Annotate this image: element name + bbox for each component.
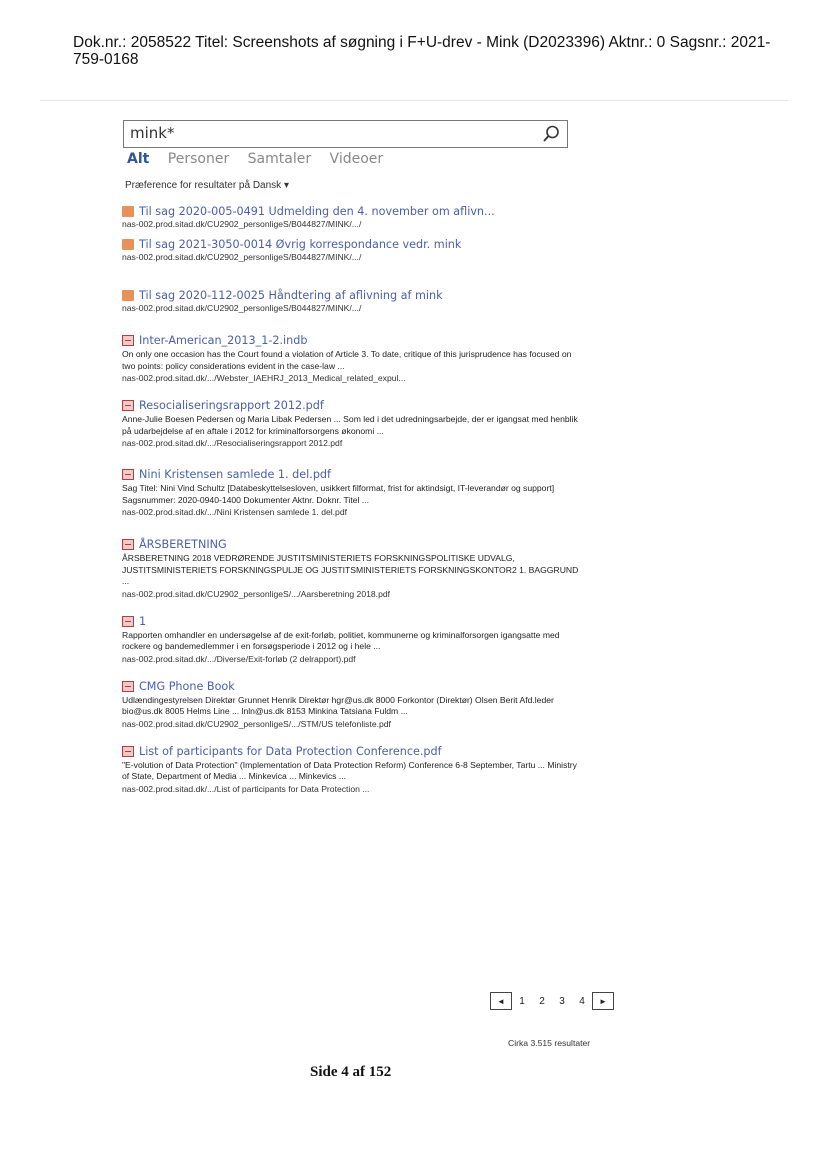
search-result-item [122,745,582,794]
result-title-link[interactable] [122,334,582,347]
result-title-link[interactable] [122,538,582,551]
result-url[interactable]: nas-002.prod.sitad.dk/.../List of participants for Data Protection ... [122,783,370,794]
search-result-item [122,205,582,229]
search-result-item [122,468,582,517]
pdf-icon [122,400,134,411]
result-title-link[interactable] [122,289,582,302]
result-url[interactable]: nas-002.prod.sitad.dk/.../Resocialiseringsrapport 2012.pdf [122,438,343,448]
result-title-link[interactable] [122,238,582,251]
pdf-icon [122,746,134,757]
search-result-item [122,615,582,664]
result-title-link[interactable] [122,680,582,693]
result-title-text: Til sag 2020-112-0025 Håndtering af aflivning af mink [139,289,443,302]
result-url[interactable]: nas-002.prod.sitad.dk/CU2902_personligeS/B044827/MINK/.../ [122,252,362,262]
result-title-text: Resocialiseringsrapport 2012.pdf [139,399,324,412]
result-url[interactable]: nas-002.prod.sitad.dk/CU2902_personligeS/.../STM/US telefonliste.pdf [122,718,391,729]
result-title-text: Til sag 2021-3050-0014 Øvrig korrespondance vedr. mink [139,238,462,251]
result-title-text: Inter-American_2013_1-2.indb [139,334,308,347]
result-count: Cirka 3.515 resultater [508,1038,591,1048]
result-title-text: List of participants for Data Protection Conference.pdf [139,744,442,758]
previous-page-button[interactable]: ◄ [490,992,512,1010]
result-url[interactable]: nas-002.prod.sitad.dk/CU2902_personligeS/B044827/MINK/.../ [122,219,362,229]
folder-icon [122,239,134,250]
pdf-icon [122,681,134,692]
search-tabs [127,151,397,167]
result-url[interactable]: nas-002.prod.sitad.dk/.../Nini Kristensen samlede 1. del.pdf [122,507,347,517]
search-input[interactable] [130,124,530,142]
result-title-text: ÅRSBERETNING [139,538,227,551]
pagination [490,992,614,1010]
page-link-4[interactable]: 4 [579,995,585,1007]
tab-alt[interactable]: Alt [127,151,150,167]
result-snippet: Rapporten omhandler en undersøgelse af de exit-forløb, politiet, kommunerne og kriminalforsorgen igangsatte med rockere og bandemedlemmer i en forsøgsperiode i 2012 og i hele ... [122,629,560,651]
language-preference-dropdown[interactable]: Præference for resultater på Dansk ▾ [125,180,289,191]
result-title-link[interactable] [122,468,582,481]
result-snippet: On only one occasion has the Court found a violation of Article 3. To date, critique of this jurisprudence has focused on two points: policy considerations evident in the case-law ... [122,349,572,371]
search-results [122,205,582,794]
result-snippet: Udlændingestyrelsen Direktør Grunnet Henrik Direktør hgr@us.dk 8000 Forkontor (Direktør) Olsen Berit Afd.leder bio@us.dk 8005 Helms Line ... lnln@us.dk 8153 Minkina Tatsiana Fuldm ... [122,694,554,716]
result-title-text: Til sag 2020-005-0491 Udmelding den 4. november om aflivn... [139,205,495,218]
page-footer: Side 4 af 152 [310,1064,392,1080]
tab-samtaler[interactable]: Samtaler [247,151,312,167]
result-title-link[interactable] [122,615,582,628]
result-url[interactable]: nas-002.prod.sitad.dk/CU2902_personligeS/B044827/MINK/.../ [122,303,362,313]
result-snippet: Anne-Julie Boesen Pedersen og Maria Libak Pedersen ... Som led i det udredningsarbejde, der er igangsat med henblik på udarbejdelse af en aftale i 2012 for kriminalforsorgens økonomi ... [122,414,578,436]
result-url[interactable]: nas-002.prod.sitad.dk/.../Diverse/Exit-forløb (2 delrapport).pdf [122,653,356,664]
next-page-button[interactable]: ► [592,992,614,1010]
search-result-item [122,538,582,599]
result-url[interactable]: nas-002.prod.sitad.dk/CU2902_personligeS/.../Aarsberetning 2018.pdf [122,588,391,599]
pdf-icon [122,616,134,627]
result-snippet: Sag Titel: Nini Vind Schultz [Databeskyttelsesloven, usikkert filformat, frist for aktindsigt, IT-leverandør og support] Sagsnummer: 2020-0940-1400 Dokumenter Aktnr. Doknr. Titel ... [122,483,555,505]
search-result-item [122,334,582,383]
search-result-item [122,238,582,262]
result-url[interactable]: nas-002.prod.sitad.dk/.../Webster_IAEHRJ_2013_Medical_related_expul... [122,373,406,383]
tab-videoer[interactable]: Videoer [329,151,384,167]
result-title-link[interactable] [122,205,582,218]
pdf-icon [122,335,134,346]
search-result-item [122,680,582,729]
search-result-item [122,289,582,313]
page-link-1[interactable]: 1 [519,995,525,1007]
folder-icon [122,206,134,217]
pdf-icon [122,539,134,550]
search-result-item [122,399,582,448]
search-icon[interactable] [541,124,561,144]
search-box[interactable] [123,120,568,148]
result-title-text: CMG Phone Book [139,679,235,693]
divider [40,100,788,101]
pdf-icon [122,469,134,480]
page-link-2[interactable]: 2 [539,995,545,1007]
result-title-link[interactable] [122,399,582,412]
page-link-3[interactable]: 3 [559,995,565,1007]
result-snippet: "E-volution of Data Protection" (Implementation of Data Protection Reform) Conference 6-8 September, Tartu ... Ministry of State, Department of Media ... Minkevica ... Minkevics ... [122,759,577,781]
result-title-text: 1 [139,614,147,628]
result-snippet: ÅRSBERETNING 2018 VEDRØRENDE JUSTITSMINISTERIETS FORSKNINGSPOLITISKE UDVALG, JUSTITSMINISTERIETS FORSKNINGSPULJE OG JUSTITSMINISTERIETS FORSKNINGSKONTOR2 1. BAGGRUND ... [122,553,579,586]
folder-icon [122,290,134,301]
tab-personer[interactable]: Personer [167,151,230,167]
result-title-text: Nini Kristensen samlede 1. del.pdf [139,468,331,481]
result-title-link[interactable] [122,745,582,758]
document-header: Dok.nr.: 2058522 Titel: Screenshots af søgning i F+U-drev - Mink (D2023396) Aktnr.: 0 Sagsnr.: 2021-759-0168 [73,34,771,68]
